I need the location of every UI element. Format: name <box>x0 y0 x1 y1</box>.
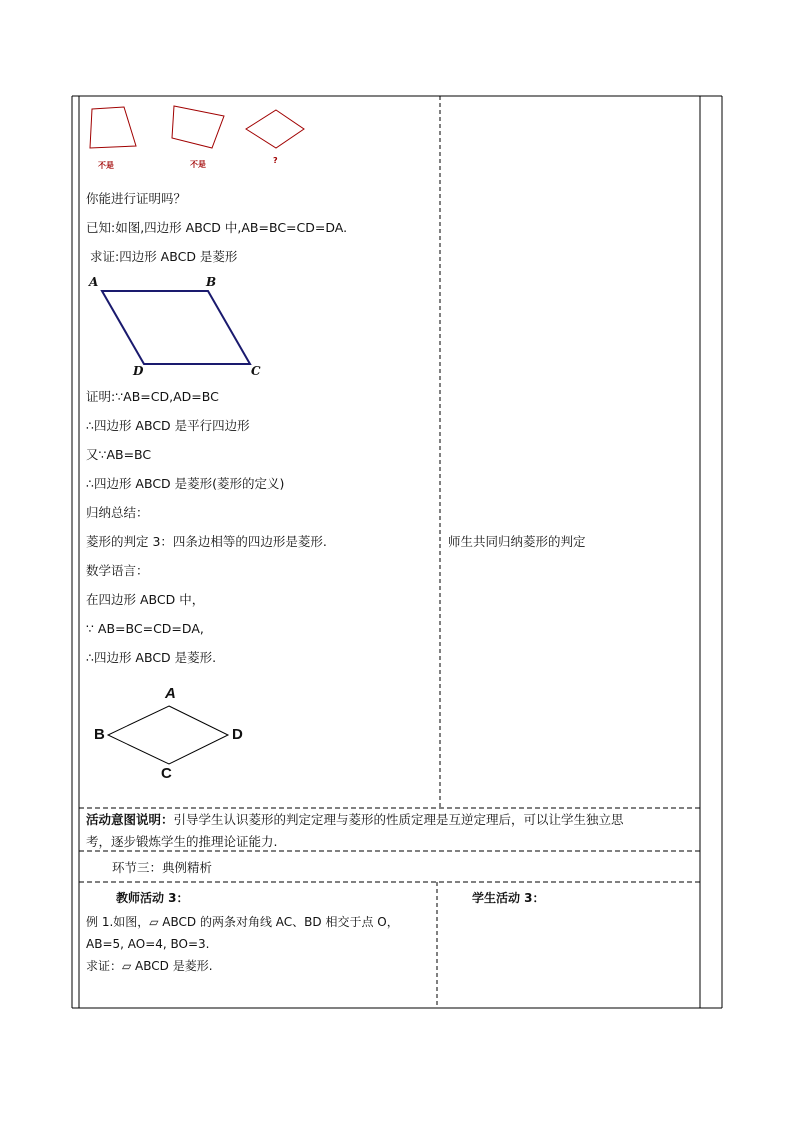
proof-line: ∴四边形 ABCD 是菱形(菱形的定义) <box>86 476 285 491</box>
question-text: 你能进行证明吗？ <box>86 191 187 206</box>
rhombus-label-c: C <box>161 765 172 782</box>
intent-line-1 <box>86 812 624 828</box>
parallelogram-label-c: C <box>251 364 261 378</box>
student-activity-heading: 学生活动 3： <box>472 891 545 905</box>
right-column-note: 师生共同归纳菱形的判定 <box>448 534 586 549</box>
proof-line: ∴四边形 ABCD 是平行四边形 <box>86 418 250 433</box>
rhombus-figure <box>100 700 240 772</box>
figure-label-2: 不是 <box>190 160 206 169</box>
intent-text-1: 引导学生认识菱形的判定定理与菱形的性质定理是互逆定理后，可以让学生独立思 <box>173 812 624 827</box>
math-line: ∵ AB=BC=CD=DA, <box>86 621 204 636</box>
parallelogram-label-d: D <box>133 364 144 378</box>
figure-label-3: ? <box>273 156 278 165</box>
proof-line: 证明:∵AB=CD,AD=BC <box>86 389 219 404</box>
summary-heading: 归纳总结： <box>86 505 149 520</box>
theorem-text: 菱形的判定 3：四条边相等的四边形是菱形. <box>86 534 327 549</box>
parallelogram-label-b: B <box>206 275 217 289</box>
teacher-activity-heading: 教师活动 3： <box>116 891 189 905</box>
prove-text: 求证:四边形 ABCD 是菱形 <box>90 249 238 264</box>
math-line: 在四边形 ABCD 中， <box>86 592 205 607</box>
example-line-3: 求证：▱ ABCD 是菱形. <box>86 959 213 973</box>
figure-label-1: 不是 <box>98 161 114 170</box>
math-language-heading: 数学语言： <box>86 563 149 578</box>
given-text: 已知:如图,四边形 ABCD 中,AB=BC=CD=DA. <box>86 220 348 235</box>
math-line: ∴四边形 ABCD 是菱形. <box>86 650 217 665</box>
rhombus-label-a: A <box>165 685 176 702</box>
proof-line: 又∵AB=BC <box>86 447 152 462</box>
parallelogram-label-a: A <box>89 275 99 289</box>
section-title: 环节三：典例精析 <box>112 860 213 875</box>
quadrilateral-figures <box>84 104 314 154</box>
intent-text-2: 考，逐步锻炼学生的推理论证能力. <box>86 834 278 849</box>
intent-label: 活动意图说明： <box>86 812 174 827</box>
rhombus-label-d: D <box>232 726 243 743</box>
example-line-2: AB=5, AO=4, BO=3. <box>86 937 210 951</box>
rhombus-label-b: B <box>94 726 105 743</box>
example-line-1: 例 1.如图，▱ ABCD 的两条对角线 AC、BD 相交于点 O， <box>86 915 399 929</box>
